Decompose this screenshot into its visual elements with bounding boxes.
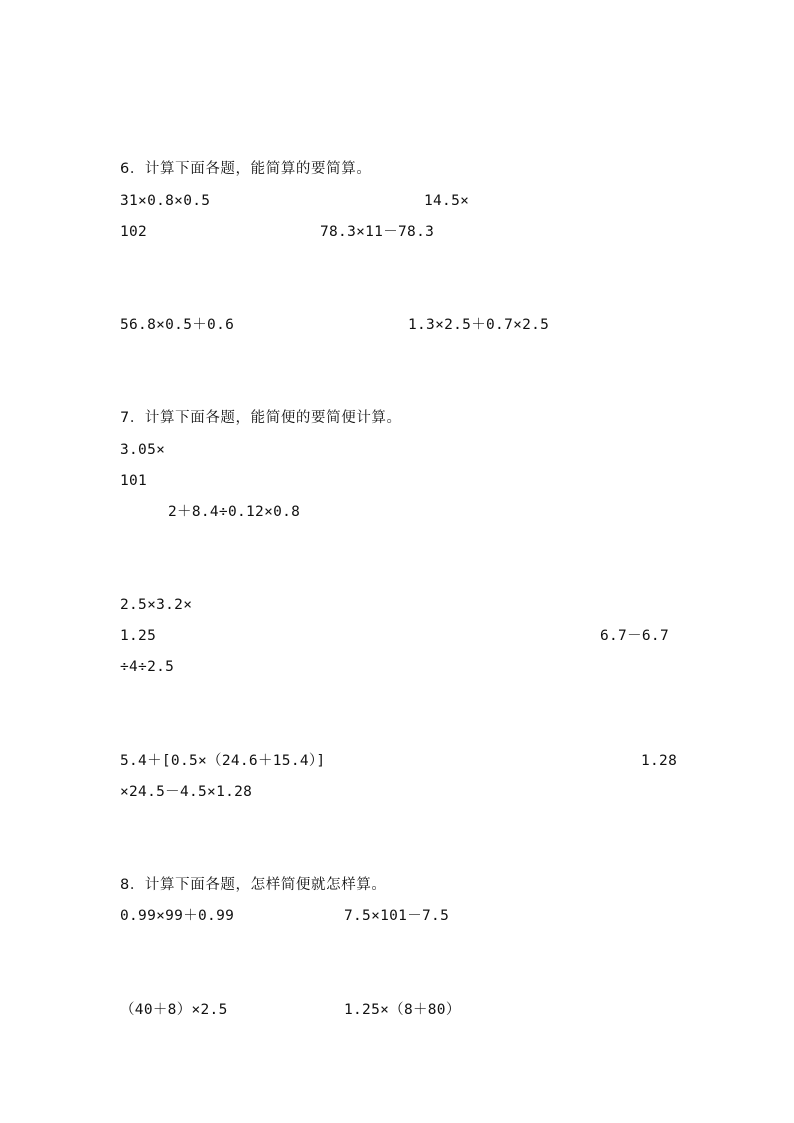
q7-item-3b: 1.25 <box>120 628 157 644</box>
q7-heading: 7．计算下面各题，能简便的要简便计算。 <box>120 410 402 426</box>
q7-item-4a: 6.7－6.7 <box>600 628 669 644</box>
q7-item-2: 2＋8.4÷0.12×0.8 <box>168 504 301 520</box>
q8-heading: 8．计算下面各题，怎样简便就怎样算。 <box>120 877 387 893</box>
q6-heading: 6．计算下面各题，能简算的要简算。 <box>120 161 372 177</box>
q6-item-3: 78.3×11－78.3 <box>320 224 435 240</box>
q7-item-1b: 101 <box>120 473 148 489</box>
q8-item-1: 0.99×99＋0.99 <box>120 908 235 924</box>
q8-item-3: （40＋8）×2.5 <box>120 1002 228 1018</box>
q7-item-6b: ×24.5－4.5×1.28 <box>120 784 253 800</box>
q6-item-2a: 14.5× <box>424 193 470 209</box>
q8-item-4: 1.25×（8＋80） <box>344 1002 461 1018</box>
q6-item-5: 1.3×2.5＋0.7×2.5 <box>408 317 550 333</box>
q7-item-5: 5.4＋[0.5×（24.6＋15.4）] <box>120 753 326 769</box>
q7-item-3a: 2.5×3.2× <box>120 597 193 613</box>
q6-item-1: 31×0.8×0.5 <box>120 193 211 209</box>
q6-item-4: 56.8×0.5＋0.6 <box>120 317 235 333</box>
q7-item-1a: 3.05× <box>120 442 166 458</box>
q6-item-2b: 102 <box>120 224 148 240</box>
q7-item-4b: ÷4÷2.5 <box>120 659 175 675</box>
q8-item-2: 7.5×101－7.5 <box>344 908 450 924</box>
q7-item-6a: 1.28 <box>641 753 678 769</box>
